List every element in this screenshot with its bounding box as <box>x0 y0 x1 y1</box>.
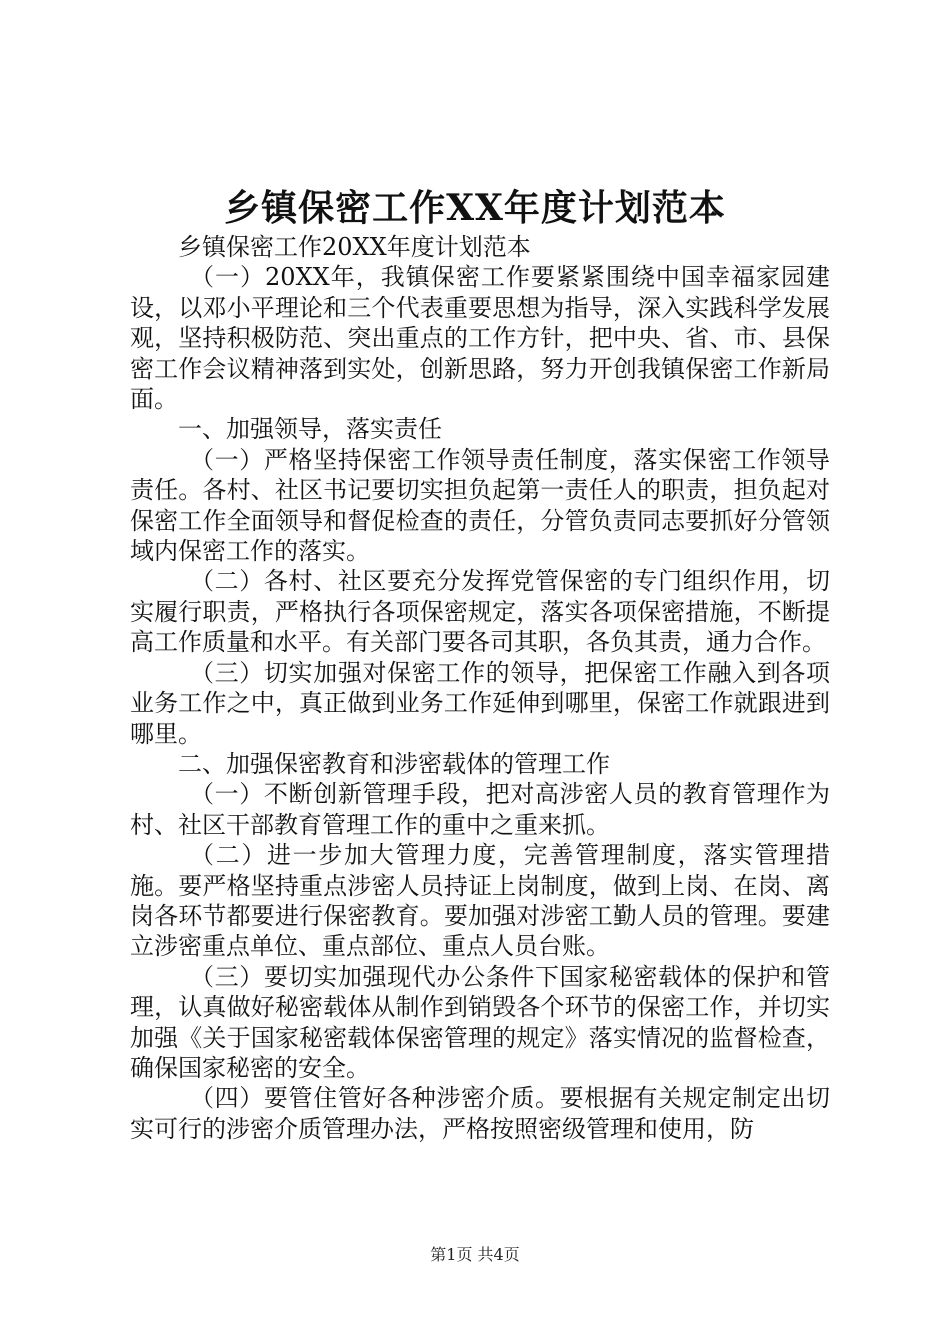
section-heading-1: 一、加强领导，落实责任 <box>178 415 442 444</box>
document-body <box>130 232 830 1144</box>
paragraph-section2-item-2: （二）进一步加大管理力度，完善管理制度，落实管理措施。要严格坚持重点涉密人员持证上岗制度，做到上岗、在岗、离岗各环节都要进行保密教育。要加强对涉密工勤人员的管理。要建立涉密重点单位、重点部位、重点人员台账。 <box>130 841 830 961</box>
paragraph-section2-item-1: （一）不断创新管理手段，把对高涉密人员的教育管理作为村、社区干部教育管理工作的重中之重来抓。 <box>130 780 830 839</box>
paragraph-lead: 乡镇保密工作20XX年度计划范本 <box>178 233 531 261</box>
paragraph-section2-item-3: （三）要切实加强现代办公条件下国家秘密载体的保护和管理，认真做好秘密载体从制作到销毁各个环节的保密工作，并切实加强《关于国家秘密载体保密管理的规定》落实情况的监督检查，确保国家秘密的安全。 <box>130 962 830 1082</box>
page-footer: 第1页 共4页 <box>430 1245 520 1264</box>
paragraph-section1-item-2: （二）各村、社区要充分发挥党管保密的专门组织作用，切实履行职责，严格执行各项保密规定，落实各项保密措施，不断提高工作质量和水平。有关部门要各司其职，各负其责，通力合作。 <box>130 567 830 657</box>
paragraph-intro-item-1: （一）20XX年，我镇保密工作要紧紧围绕中国幸福家园建设，以邓小平理论和三个代表重要思想为指导，深入实践科学发展观，坚持积极防范、突出重点的工作方针，把中央、省、市、县保密工作会议精神落到实处，创新思路，努力开创我镇保密工作新局面。 <box>130 263 830 414</box>
paragraph-section1-item-3: （三）切实加强对保密工作的领导，把保密工作融入到各项业务工作之中，真正做到业务工作延伸到哪里，保密工作就跟进到哪里。 <box>130 658 830 748</box>
paragraph-section2-item-4: （四）要管住管好各种涉密介质。要根据有关规定制定出切实可行的涉密介质管理办法，严格按照密级管理和使用，防 <box>130 1084 830 1143</box>
paragraph-section1-item-1: （一）严格坚持保密工作领导责任制度，落实保密工作领导责任。各村、社区书记要切实担负起第一责任人的职责，担负起对保密工作全面领导和督促检查的责任，分管负责同志要抓好分管领域内保密工作的落实。 <box>130 445 830 566</box>
section-heading-2: 二、加强保密教育和涉密载体的管理工作 <box>178 749 610 778</box>
document-title: 乡镇保密工作XX年度计划范本 <box>224 187 726 229</box>
